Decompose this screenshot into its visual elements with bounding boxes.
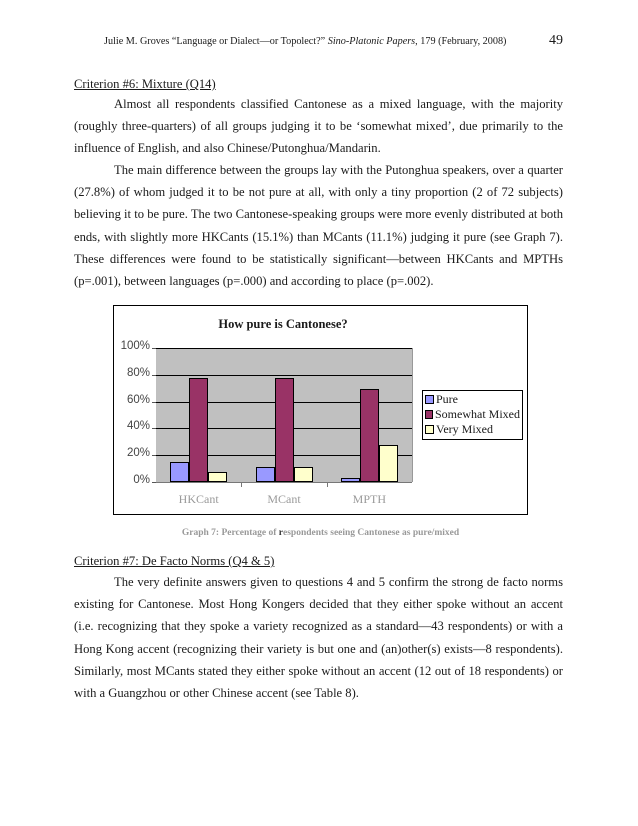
paragraph-text: The very definite answers given to questions 4 and 5 confirm the strong de facto norms existing for Cantonese. Most Hong Kongers decided that they either spoke without an accent (i.e. recognizing that they spoke a variety recognized as a standard—43 respondents) or with a Hong Kong accent (recognizing their variety is but one and (an)other(s) exists—8 respondents). Similarly, most MCants stated they either spoke without an accent (12 out of 18 respondents) or with a Guangzhou or other Chinese accent (see Table 8). — [74, 575, 563, 701]
y-tick-label: 40% — [126, 420, 150, 433]
running-header — [104, 36, 534, 47]
bar-very-mixed — [379, 445, 398, 482]
running-head-issue: , 179 (February, 2008) — [415, 36, 507, 47]
running-head-author-title: Julie M. Groves “Language or Dialect—or Topolect?” — [104, 36, 328, 47]
bar-chart — [113, 305, 528, 515]
y-tick-label: 20% — [126, 447, 150, 460]
bar-pure — [170, 462, 189, 482]
gridline — [156, 348, 412, 349]
bar-somewhat-mixed — [189, 378, 208, 482]
caption-text: Graph 7: Percentage of — [181, 528, 279, 538]
y-tick-mark — [152, 455, 156, 456]
bar-pure — [341, 478, 360, 482]
paragraph-mixture-2 — [74, 159, 563, 292]
legend-item — [425, 407, 520, 422]
page-number: 49 — [549, 33, 563, 48]
legend-swatch-icon — [425, 425, 434, 434]
paragraph-text: The main difference between the groups lay with the Putonghua speakers, over a quarter (27.8%) of whom judged it to be not pure at all, with only a tiny proportion (2 of 72 subjects) believing it to be pure. The two Cantonese-speaking groups were more evenly distributed at both ends, with slightly more HKCants (15.1%) than MCants (11.1%) judging it pure (see Graph 7). These differences were found to be statistically significant—between HKCants and MPTHs (p=.001), between languages (p=.000) and according to place (p=.002). — [74, 163, 563, 289]
x-category-label: MCant — [267, 492, 301, 506]
plot-area — [120, 340, 413, 486]
paragraph-mixture-1 — [74, 93, 563, 160]
y-tick-mark — [152, 402, 156, 403]
bar-pure — [256, 467, 275, 482]
y-tick-label: 0% — [133, 474, 150, 486]
caption-bold-char: r — [278, 528, 283, 538]
paragraph-text: Almost all respondents classified Cantonese as a mixed language, with the majority (roughly three-quarters) of all groups judging it to be ‘somewhat mixed’, due primarily to the influence of English, and also Chinese/Putonghua/Mandarin. — [74, 97, 563, 156]
caption-text: espondents seeing Cantonese as pure/mixed — [283, 528, 460, 538]
legend-item — [425, 392, 520, 407]
x-tick-mark — [241, 483, 242, 487]
legend-label: Somewhat Mixed — [435, 407, 520, 421]
legend-item — [425, 422, 520, 437]
legend-label: Very Mixed — [436, 422, 493, 436]
y-tick-mark — [152, 348, 156, 349]
bar-very-mixed — [294, 467, 313, 482]
x-category-label: MPTH — [352, 492, 386, 506]
legend-swatch-icon — [425, 395, 434, 404]
legend-swatch-icon — [425, 410, 433, 419]
paragraph-norms-1 — [74, 571, 563, 704]
figure-caption — [113, 528, 528, 538]
bar-very-mixed — [208, 472, 227, 482]
y-tick-label: 100% — [120, 340, 150, 352]
y-tick-mark — [152, 375, 156, 376]
section-heading-criterion-6: Criterion #6: Mixture (Q14) — [74, 77, 216, 91]
section-heading-criterion-7: Criterion #7: De Facto Norms (Q4 & 5) — [74, 554, 275, 568]
chart-title: How pure is Cantonese? — [218, 317, 348, 331]
bar-somewhat-mixed — [360, 389, 379, 482]
bar-somewhat-mixed — [275, 378, 294, 482]
x-tick-mark — [327, 483, 328, 487]
x-category-label: HKCant — [178, 492, 219, 506]
y-tick-mark — [152, 428, 156, 429]
y-tick-label: 80% — [126, 366, 150, 379]
running-head-journal: Sino-Platonic Papers — [327, 36, 416, 47]
chart-legend — [422, 390, 523, 440]
gridline — [156, 375, 412, 376]
legend-label: Pure — [436, 392, 458, 406]
y-tick-label: 60% — [126, 393, 150, 406]
x-axis-line — [156, 482, 412, 483]
